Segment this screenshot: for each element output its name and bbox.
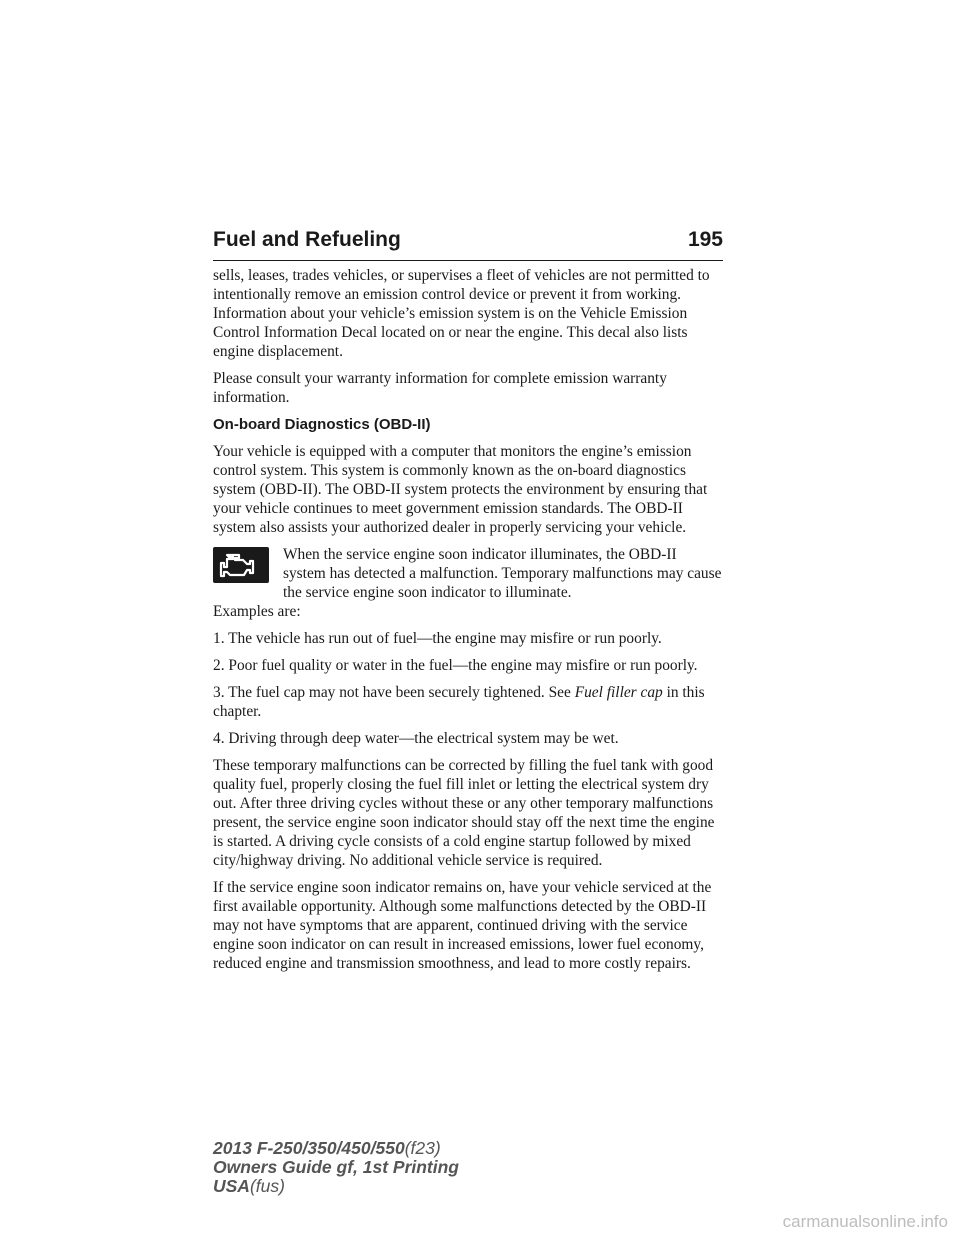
fuel-filler-cap-reference: Fuel filler cap [574,684,663,701]
section-title: Fuel and Refueling [213,228,401,251]
example-item-3-post: in this chapter. [213,684,705,720]
example-item-3-pre: 3. The fuel cap may not have been securely tightened. See [213,684,575,701]
check-engine-icon [213,547,269,583]
watermark: carmanualsonline.info [782,1212,948,1231]
paragraph-temporary-malfunctions: These temporary malfunctions can be corrected by filling the fuel tank with good quality fuel, properly closing the fuel fill inlet or letting the electrical system dry out. After three driving cycles without these or any other temporary malfunctions present, the service engine soon indicator should stay off the next time the engine is started. A driving cycle consists of a cold engine startup followed by mixed city/highway driving. No additional vehicle service is required. [213,757,715,869]
indicator-text: When the service engine soon indicator illuminates, the OBD-II system has detected a malfunction. Temporary malfunctions may cause the service engine soon indicator to illuminate. [283,546,722,601]
paragraph-emission-device: sells, leases, trades vehicles, or supervises a fleet of vehicles are not permitted to intentionally remove an emission control device or prevent it from working. Information about your vehicle’s emission system is on the Vehicle Emission Control Information Decal located on or near the engine. This decal also lists engine displacement. [213,267,710,360]
footer-model-code: (f23) [404,1138,441,1158]
page-header [213,228,723,261]
footer-line-1 [213,1139,459,1158]
example-item-4: 4. Driving through deep water—the electrical system may be wet. [213,730,619,747]
page-content [213,266,723,981]
examples-label: Examples are: [213,603,301,620]
paragraph-indicator-remains-on: If the service engine soon indicator remains on, have your vehicle serviced at the first available opportunity. Although some malfunctions detected by the OBD-II may not have symptoms that are apparent, continued driving with the service engine soon indicator on can result in increased emissions, lower fuel economy, reduced engine and transmission smoothness, and lead to more costly repairs. [213,879,712,972]
footer-market-code: (fus) [249,1176,285,1196]
footer-market: USA [213,1176,250,1196]
footer-line-3 [213,1177,459,1196]
example-item-2: 2. Poor fuel quality or water in the fuel—the engine may misfire or run poorly. [213,657,698,674]
example-item-3 [213,683,723,721]
obd-subheading: On-board Diagnostics (OBD-II) [213,416,431,433]
footer-line-2: Owners Guide gf, 1st Printing [213,1157,459,1177]
indicator-paragraph [213,545,723,602]
document-footer [213,1139,459,1196]
paragraph-obd-intro: Your vehicle is equipped with a computer that monitors the engine’s emission control system. This system is commonly known as the on-board diagnostics system (OBD-II). The OBD-II system protects the environment by ensuring that your vehicle continues to meet government emission standards. The OBD-II system also assists your authorized dealer in properly servicing your vehicle. [213,443,708,536]
example-item-1: 1. The vehicle has run out of fuel—the engine may misfire or run poorly. [213,630,662,647]
footer-model: 2013 F-250/350/450/550 [213,1138,405,1158]
paragraph-warranty: Please consult your warranty information for complete emission warranty information. [213,370,667,406]
page-number: 195 [687,228,723,251]
